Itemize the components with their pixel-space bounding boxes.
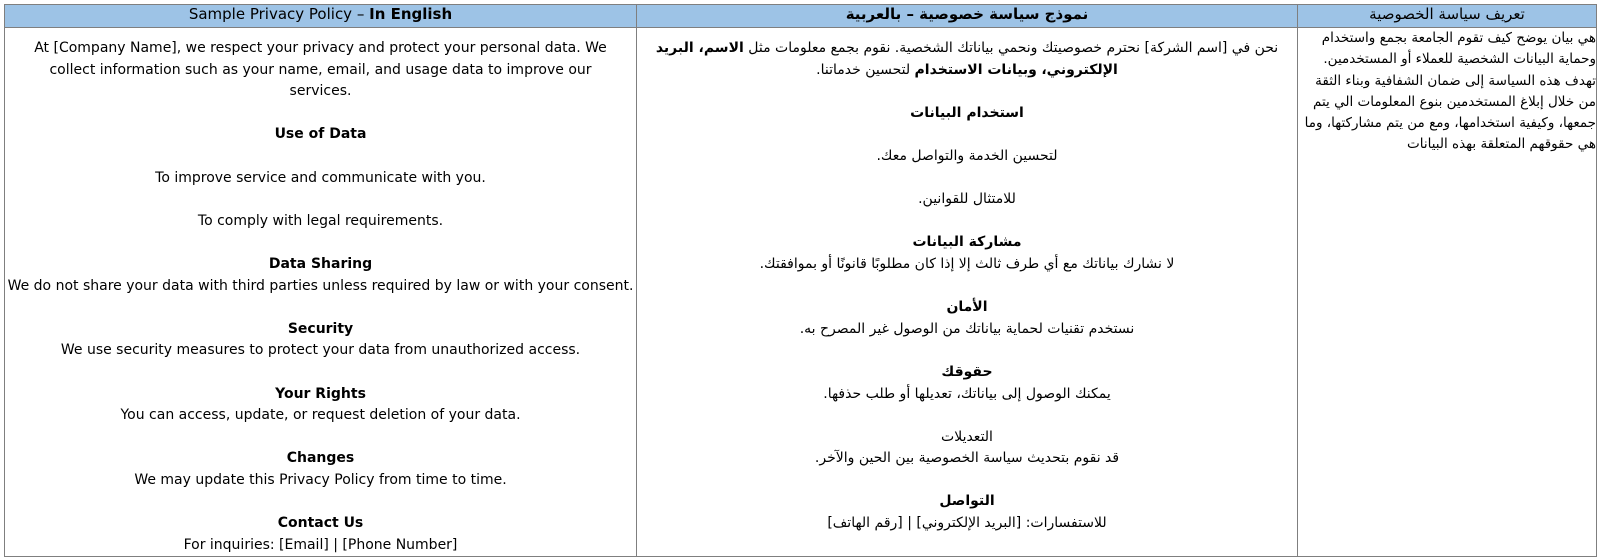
arabic-intro-bold-1: الاسم، البريد الإلكتروني، (655, 40, 1118, 78)
arabic-intro-tail: لتحسين خدماتنا. (816, 61, 915, 78)
arabic-sharing-heading: مشاركة البيانات (912, 234, 1022, 251)
english-sharing-heading: Data Sharing (268, 255, 373, 272)
english-changes-heading: Changes (286, 450, 355, 467)
english-rights-text: You can access, update, or request deletion of your data. (120, 407, 521, 424)
arabic-use-heading: استخدام البيانات (910, 104, 1024, 121)
english-sharing-text: We do not share your data with third parties unless required by law or with your consent. (7, 277, 634, 294)
english-contact-text: For inquiries: [Email] | [Phone Number] (183, 536, 458, 553)
definition-text: هي بيان يوضح كيف تقوم الجامعة بجمع واستخدام وحماية البيانات الشخصية للعملاء أو المستخدمين. تهدف هذه السياسة إلى ضمان الشفافية وبناء الثقة من خلال إبلاغ المستخدمين بنوع المعلومات الي يتم جمعها، وكيفية استخدامها، ومع من يتم مشاركتها، وما هي حقوقهم المتعلقة بهذه البيانات (1304, 30, 1596, 153)
english-use-1: To improve service and communicate with you. (155, 169, 486, 186)
english-security-heading: Security (287, 320, 354, 337)
arabic-contact-heading: التواصل (939, 493, 995, 510)
arabic-changes-text: قد نقوم بتحديث سياسة الخصوصية بين الحين والآخر. (814, 450, 1120, 467)
arabic-rights-heading: حقوقك (941, 363, 993, 380)
english-use-2: To comply with legal requirements. (197, 212, 444, 229)
arabic-use-2: للامتثال للقوانين. (918, 191, 1016, 208)
privacy-policy-sheet (4, 4, 1597, 557)
header-english[interactable] (5, 5, 637, 28)
header-english-bold: In English (369, 5, 453, 23)
content-row (5, 28, 1597, 557)
arabic-rights-text: يمكنك الوصول إلى بياناتك، تعديلها أو طلب حذفها. (823, 385, 1111, 402)
arabic-policy-cell[interactable] (637, 28, 1298, 557)
english-use-heading: Use of Data (274, 126, 367, 143)
arabic-intro (637, 28, 1297, 81)
english-rights-heading: Your Rights (275, 385, 366, 402)
header-row (5, 5, 1597, 28)
arabic-security-heading: الأمان (946, 299, 988, 316)
english-changes-text: We may update this Privacy Policy from time to time. (134, 471, 507, 488)
arabic-intro-bold-2: وبيانات الاستخدام (914, 61, 1037, 78)
header-english-prefix: Sample Privacy Policy – (188, 5, 370, 23)
header-arabic[interactable]: نموذج سياسة خصوصية – بالعربية (637, 5, 1298, 28)
arabic-contact-text: للاستفسارات: [البريد الإلكتروني] | [رقم الهاتف] (827, 515, 1107, 532)
definition-cell[interactable] (1298, 28, 1597, 557)
english-contact-heading: Contact Us (277, 515, 364, 532)
arabic-changes-heading: التعديلات (941, 428, 993, 445)
english-policy-cell[interactable] (5, 28, 637, 557)
arabic-security-text: نستخدم تقنيات لحماية بياناتك من الوصول غير المصرح به. (799, 320, 1135, 337)
arabic-use-1: لتحسين الخدمة والتواصل معك. (876, 147, 1058, 164)
english-security-text: We use security measures to protect your data from unauthorized access. (60, 342, 581, 359)
arabic-intro-plain: نحن في [اسم الشركة] نحترم خصوصيتك ونحمي بياناتك الشخصية. نقوم بجمع معلومات مثل (743, 40, 1279, 56)
arabic-sharing-text: لا نشارك بياناتك مع أي طرف ثالث إلا إذا كان مطلوبًا قانونًا أو بموافقتك. (759, 255, 1175, 272)
header-definition[interactable]: تعريف سياسة الخصوصية (1298, 5, 1597, 28)
english-intro: At [Company Name], we respect your privacy and protect your personal data. We collect information such as your name, email, and usage data to improve our services. (34, 40, 607, 100)
